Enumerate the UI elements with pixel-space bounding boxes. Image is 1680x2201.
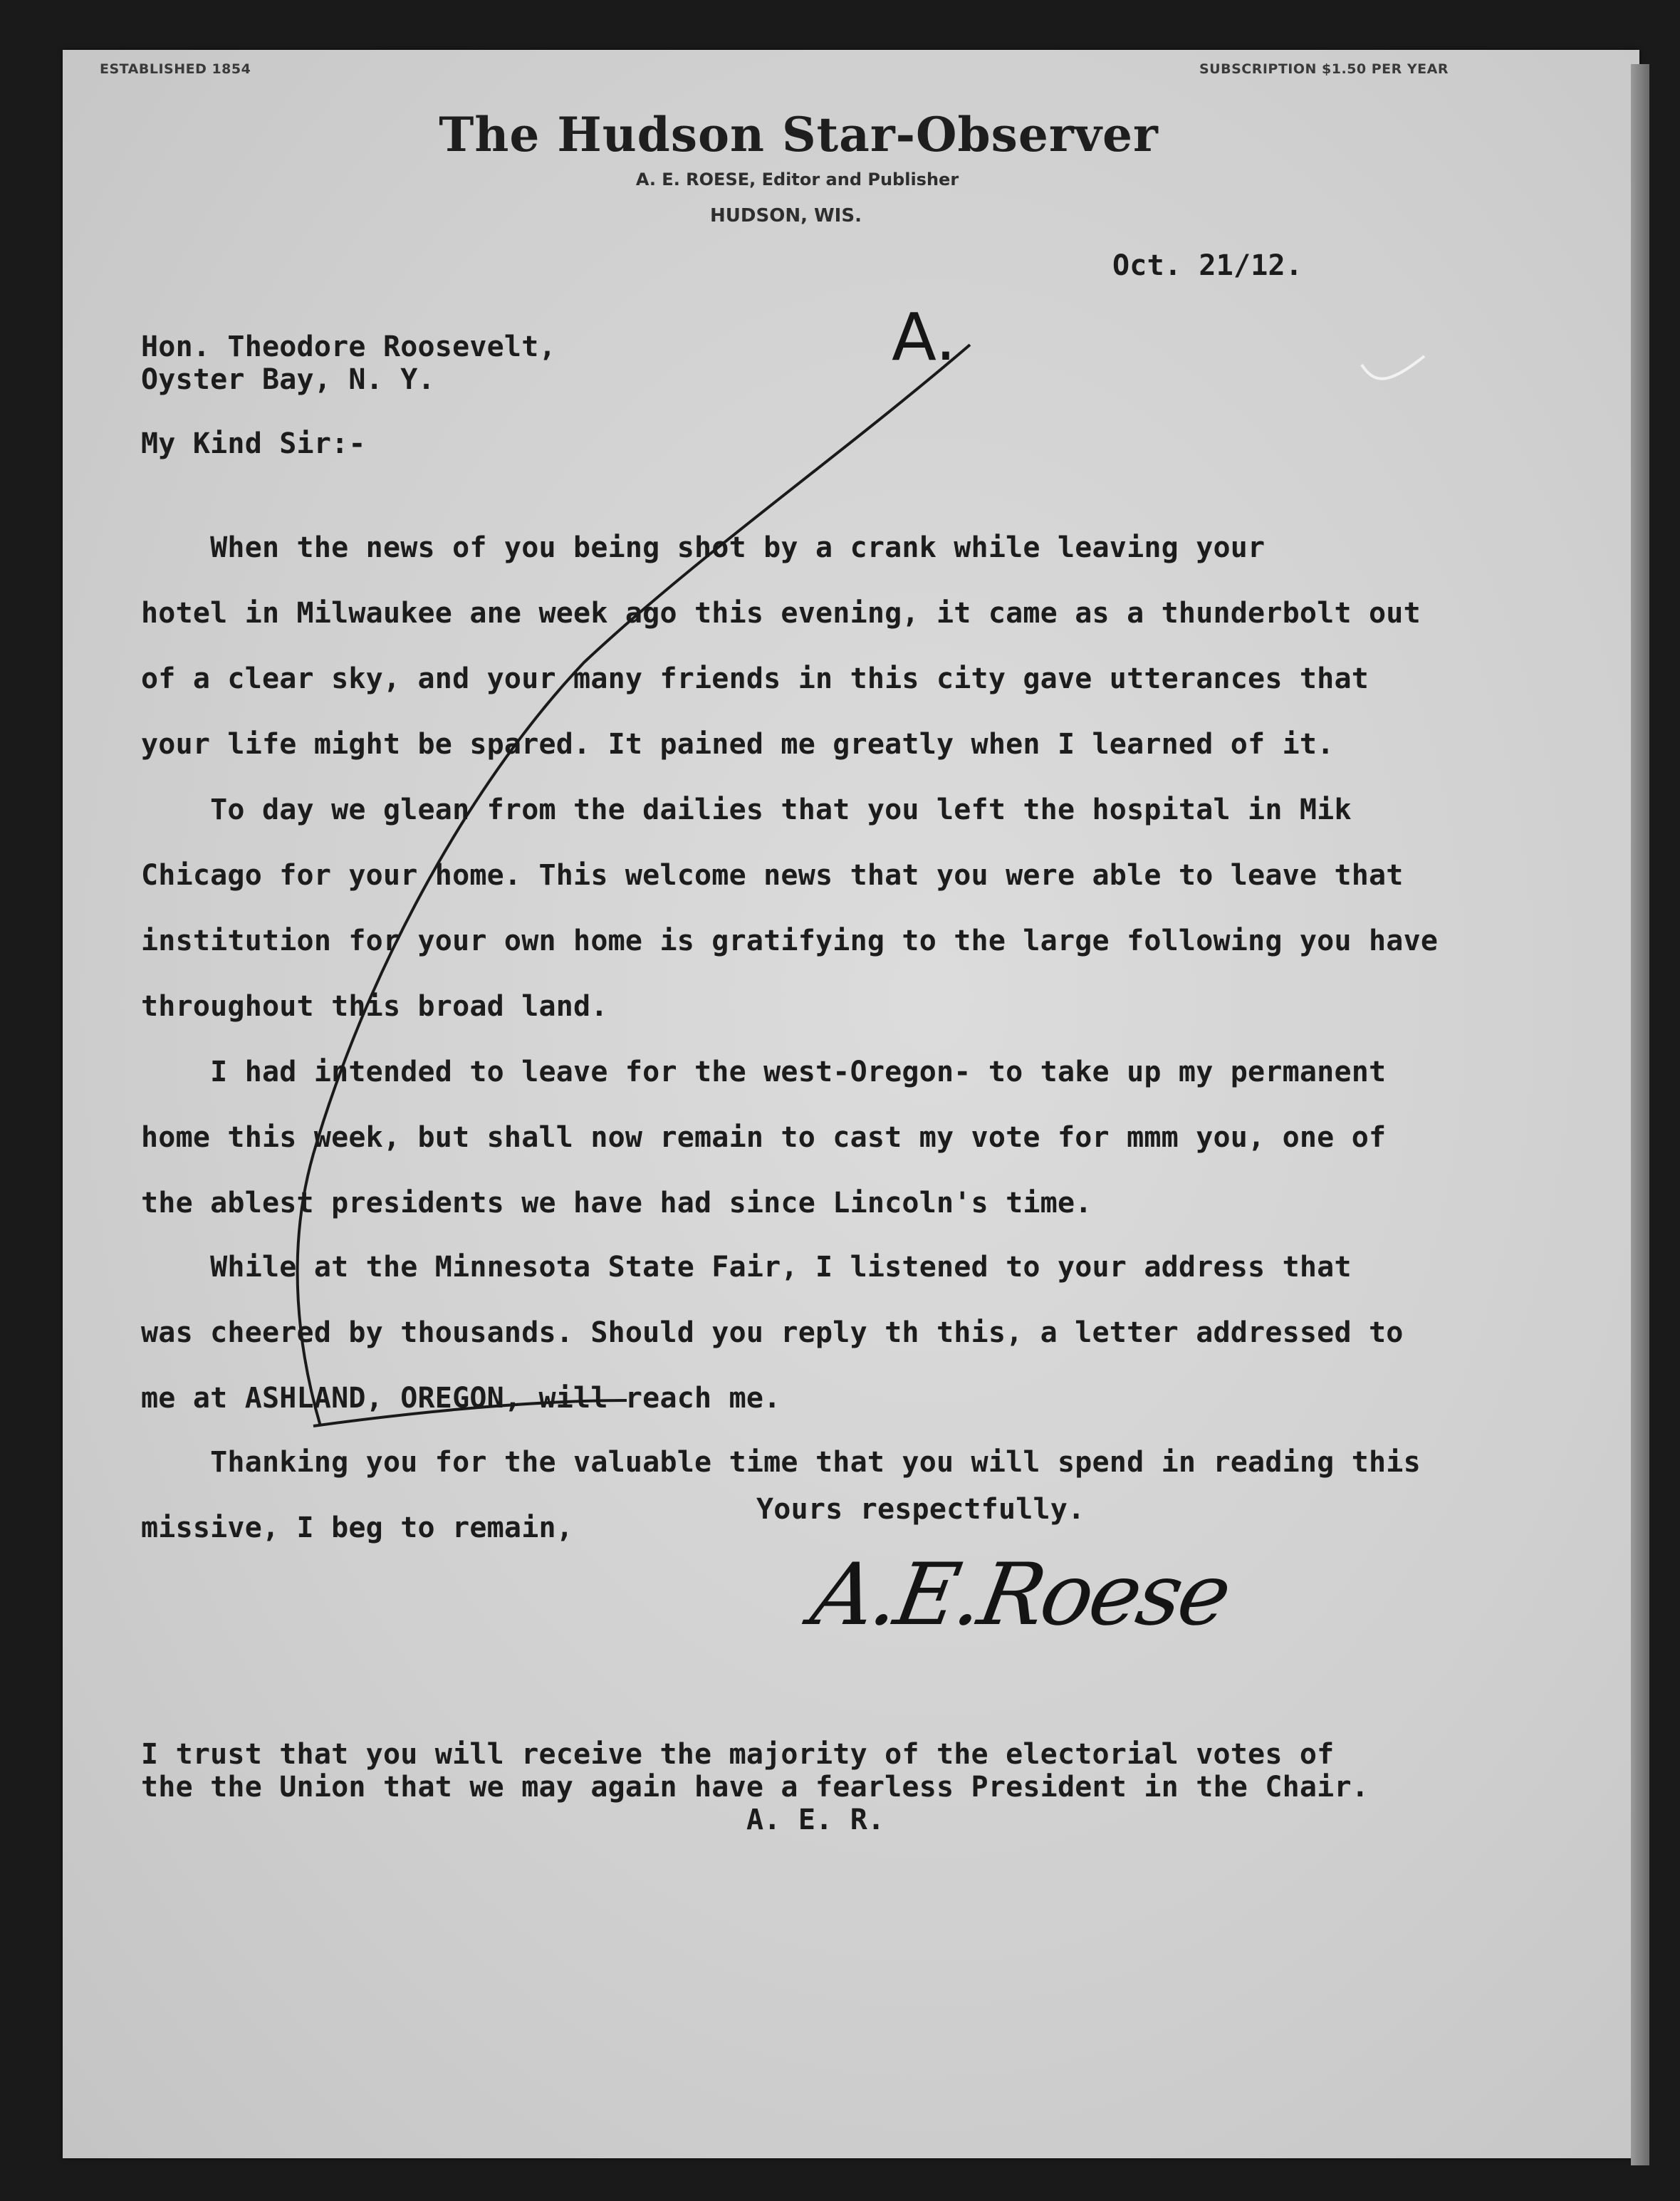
letter-date: Oct. 21/12. — [1112, 249, 1303, 282]
body-line: To day we glean from the dailies that you left the hospital in Mik — [141, 793, 1352, 826]
handwritten-annotation-mark: A. — [892, 299, 956, 375]
salutation: My Kind Sir:- — [141, 427, 366, 460]
body-line: While at the Minnesota State Fair, I listened to your address that — [141, 1251, 1352, 1284]
body-line: your life might be spared. It pained me greatly when I learned of it. — [141, 728, 1335, 761]
subscription-note: SUBSCRIPTION $1.50 PER YEAR — [1199, 61, 1449, 77]
closing: Yours respectfully. — [756, 1493, 1085, 1526]
city-line: HUDSON, WIS. — [710, 205, 862, 227]
body-line: of a clear sky, and your many friends in this city gave utterances that — [141, 662, 1369, 695]
underline-stroke — [313, 1400, 627, 1426]
handwritten-signature: A.E.Roese — [804, 1546, 1236, 1645]
check-mark-stroke — [1362, 356, 1424, 379]
postscript-line: I trust that you will receive the majority of the electorial votes of — [141, 1738, 1335, 1771]
editor-line: A. E. ROESE, Editor and Publisher — [635, 170, 959, 189]
body-line: I had intended to leave for the west-Oregon- to take up my permanent — [141, 1056, 1387, 1088]
body-line: hotel in Milwaukee ane week ago this evening, it came as a thunderbolt out — [141, 597, 1421, 630]
postscript-initials: A. E. R. — [746, 1804, 885, 1836]
body-line: Chicago for your home. This welcome news that you were able to leave that — [141, 859, 1404, 892]
body-line: When the news of you being shot by a crank while leaving your — [141, 531, 1266, 564]
addressee-location: Oyster Bay, N. Y. — [141, 363, 435, 396]
body-line: Thanking you for the valuable time that you will spend in reading this — [141, 1446, 1421, 1479]
body-line: the ablest presidents we have had since Lincoln's time. — [141, 1187, 1092, 1219]
body-line: throughout this broad land. — [141, 990, 608, 1023]
newspaper-title: The Hudson Star-Observer — [439, 107, 1159, 162]
body-line: was cheered by thousands. Should you reply th this, a letter addressed to — [141, 1316, 1404, 1349]
addressee-name: Hon. Theodore Roosevelt, — [141, 331, 556, 363]
bracket-curve-stroke — [298, 345, 970, 1426]
postscript-line: the the Union that we may again have a fearless President in the Chair. — [141, 1771, 1369, 1804]
body-line: institution for your own home is gratifying to the large following you have — [141, 925, 1439, 957]
body-line: home this week, but shall now remain to cast my vote for mmm you, one of — [141, 1121, 1387, 1154]
body-line: missive, I beg to remain, — [141, 1511, 574, 1544]
established-note: ESTABLISHED 1854 — [100, 61, 251, 77]
body-line: me at ASHLAND, OREGON, will reach me. — [141, 1382, 781, 1415]
